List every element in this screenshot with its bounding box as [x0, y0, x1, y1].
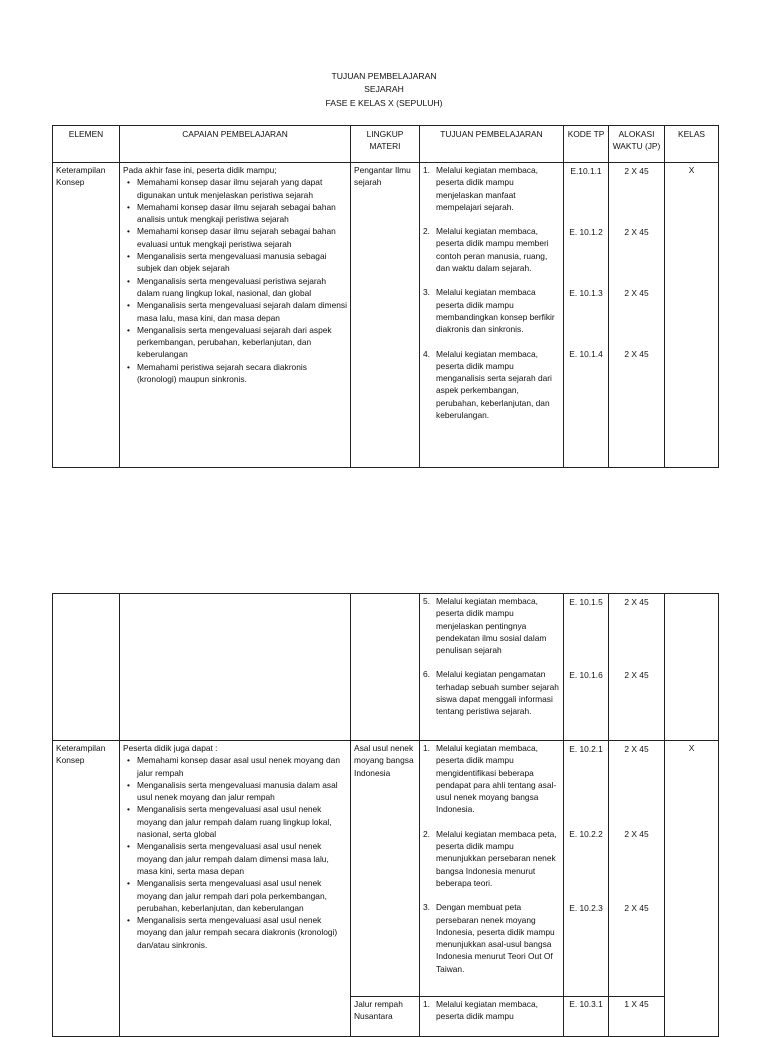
capaian-item: • Memahami konsep dasar ilmu sejarah sebagai bahan evaluasi untuk mengkaji peristiwa sejarah — [137, 225, 347, 250]
kode-cell — [564, 594, 609, 741]
alokasi-cell — [609, 594, 665, 741]
title-line-2: SEJARAH — [364, 84, 404, 95]
tujuan-list — [423, 595, 560, 718]
kode-value: E. 10.2.3 — [569, 902, 603, 913]
capaian-item: • Memahami peristiwa sejarah secara diakronis (kronologi) maupun sinkronis. — [137, 361, 347, 386]
capaian-cell — [120, 163, 351, 468]
kelas-cell: X — [665, 163, 719, 468]
tujuan-cell — [420, 997, 564, 1037]
elemen-cell: Keterampilan Konsep — [53, 163, 120, 468]
tujuan-list — [423, 742, 560, 975]
tujuan-text: Melalui kegiatan membaca, peserta didik mampu mengidentifikasi beberapa pendapat para ahli tentang asal-usul nenek moyang bangsa Indonesia. — [436, 743, 557, 815]
kode-cell — [564, 741, 609, 997]
tujuan-text: Melalui kegiatan membaca peta, peserta didik mampu menunjukkan persebaran nenek bangsa Indonesia menurut beberapa teori. — [436, 828, 557, 888]
kelas-cell-empty — [665, 594, 719, 741]
table-row — [53, 594, 719, 741]
kode-value: E. 10.1.4 — [569, 349, 603, 360]
col-header-tujuan: TUJUAN PEMBELAJARAN — [420, 126, 564, 163]
tujuan-number: 6. — [423, 669, 430, 680]
col-header-elemen: ELEMEN — [53, 126, 120, 163]
col-header-capaian: CAPAIAN PEMBELAJARAN — [120, 126, 351, 163]
tujuan-list — [423, 164, 560, 421]
alokasi-cell — [609, 741, 665, 997]
elemen-cell: Keterampilan Konsep — [53, 741, 120, 1037]
tujuan-number: 1. — [423, 165, 430, 175]
kode-value: E. 10.1.5 — [569, 596, 603, 607]
tujuan-text: Melalui kegiatan membaca, peserta didik mampu memberi contoh peran manusia, ruang, dan waktu dalam sejarah. — [436, 226, 549, 274]
capaian-item: • Menganalisis serta mengevaluasi manusia sebagai subjek dan objek sejarah — [137, 250, 347, 275]
tujuan-cell — [420, 594, 564, 741]
tujuan-text: Melalui kegiatan membaca, peserta didik mampu — [436, 999, 538, 1022]
title-line-3: FASE E KELAS X (SEPULUH) — [325, 97, 443, 108]
tujuan-cell — [420, 741, 564, 997]
elemen-cell-empty — [53, 594, 120, 741]
tujuan-item — [423, 998, 560, 1023]
tujuan-text: Melalui kegiatan membaca, peserta didik mampu menganalisis serta sejarah dari aspek perkembangan, perubahan, keberlanjutan, dan keberulangan. — [436, 348, 552, 421]
document-title — [0, 70, 768, 110]
alokasi-value: 2 X 45 — [624, 743, 649, 754]
capaian-item: • Menganalisis serta mengevaluasi sejarah dari aspek perkembangan, perubahan, keberlanjutan, dan keberulangan — [137, 324, 347, 361]
tujuan-item — [423, 286, 560, 335]
kode-value: E. 10.1.3 — [569, 287, 603, 298]
tujuan-number: 3. — [423, 902, 430, 913]
tujuan-cell — [420, 163, 564, 468]
alokasi-value: 2 X 45 — [624, 165, 649, 176]
capaian-cell-empty — [120, 594, 351, 741]
capaian-item: • Menganalisis serta mengevaluasi peristiwa sejarah dalam ruang lingkup lokal, nasional, dan global — [137, 275, 347, 300]
capaian-intro: Peserta didik juga dapat : — [123, 743, 218, 753]
lingkup-cell-empty — [351, 594, 420, 741]
capaian-item: • Menganalisis serta mengevaluasi asal usul nenek moyang dan jalur rempah dari pola perkembangan, perubahan, keberlanjutan, dan keberulangan — [137, 877, 347, 914]
capaian-item: • Menganalisis serta mengevaluasi asal usul nenek moyang dan jalur rempah secara diakronis (kronologi) dan/atau sinkronis. — [137, 914, 347, 951]
tujuan-text: Melalui kegiatan membaca peserta didik mampu membandingkan konsep berfikir diakronis dan sinkronis. — [436, 287, 555, 335]
alokasi-value: 2 X 45 — [624, 669, 649, 680]
tujuan-text: Melalui kegiatan pengamatan terhadap sebuah sumber sejarah siswa dapat menggali informasi tentang peristiwa sejarah. — [436, 669, 559, 717]
kelas-cell: X — [665, 741, 719, 1037]
kode-value: E. 10.1.2 — [569, 226, 603, 237]
objectives-table-2 — [52, 593, 719, 1037]
capaian-list — [123, 176, 347, 385]
capaian-intro: Pada akhir fase ini, peserta didik mampu; — [123, 165, 277, 175]
capaian-list — [123, 754, 347, 951]
kode-value: E. 10.1.6 — [569, 669, 603, 680]
capaian-item: • Menganalisis serta mengevaluasi manusia dalam asal usul nenek moyang dan jalur rempah — [137, 779, 347, 804]
alokasi-value: 2 X 45 — [624, 349, 649, 360]
tujuan-number: 2. — [423, 828, 430, 839]
table-header-row — [53, 126, 719, 163]
alokasi-value: 2 X 45 — [624, 902, 649, 913]
tujuan-number: 3. — [423, 287, 430, 298]
table-row — [53, 741, 719, 997]
alokasi-value: 1 X 45 — [609, 997, 665, 1037]
alokasi-cell — [609, 163, 665, 468]
lingkup-cell: Asal usul nenek moyang bangsa Indonesia — [351, 741, 420, 997]
capaian-item: • Menganalisis serta mengevaluasi asal usul nenek moyang dan jalur rempah dalam dimensi masa lalu, masa kini, serta masa depan — [137, 840, 347, 877]
title-line-1: TUJUAN PEMBELAJARAN — [331, 71, 437, 81]
col-header-kelas: KELAS — [665, 126, 719, 163]
col-header-kode: KODE TP — [564, 126, 609, 163]
lingkup-cell: Pengantar Ilmu sejarah — [351, 163, 420, 468]
kode-value: E. 10.2.1 — [569, 743, 603, 754]
tujuan-number: 1. — [423, 999, 430, 1009]
capaian-item: • Memahami konsep dasar ilmu sejarah sebagai bahan analisis untuk mengkaji peristiwa sejarah — [137, 201, 347, 226]
tujuan-number: 2. — [423, 226, 430, 237]
alokasi-value: 2 X 45 — [624, 226, 649, 237]
kode-value: E.10.1.1 — [570, 165, 602, 176]
kode-value: E. 10.2.2 — [569, 829, 603, 840]
alokasi-value: 2 X 45 — [624, 287, 649, 298]
tujuan-item — [423, 164, 560, 213]
alokasi-value: 2 X 45 — [624, 829, 649, 840]
kode-cell — [564, 163, 609, 468]
tujuan-item — [423, 595, 560, 656]
tujuan-number: 4. — [423, 348, 430, 359]
alokasi-value: 2 X 45 — [624, 596, 649, 607]
tujuan-item — [423, 225, 560, 274]
capaian-cell — [120, 741, 351, 1037]
capaian-item: • Menganalisis serta mengevaluasi asal usul nenek moyang dan jalur rempah dalam ruang lingkup lokal, nasional, serta global — [137, 803, 347, 840]
capaian-item: • Menganalisis serta mengevaluasi sejarah dalam dimensi masa lalu, masa kini, dan masa depan — [137, 299, 347, 324]
tujuan-number: 1. — [423, 743, 430, 753]
col-header-alokasi: ALOKASI WAKTU (JP) — [609, 126, 665, 163]
tujuan-item — [423, 668, 560, 717]
tujuan-item — [423, 828, 560, 889]
objectives-table-1 — [52, 125, 719, 468]
col-header-lingkup: LINGKUP MATERI — [351, 126, 420, 163]
tujuan-item — [423, 901, 560, 975]
capaian-item: • Memahami konsep dasar ilmu sejarah yang dapat digunakan untuk menjelaskan peristiwa sejarah — [137, 176, 347, 201]
lingkup-cell: Jalur rempah Nusantara — [351, 997, 420, 1037]
kode-value: E. 10.3.1 — [564, 997, 609, 1037]
tujuan-text: Melalui kegiatan membaca, peserta didik mampu menjelaskan pentingnya pendekatan ilmu sosial dalam penulisan sejarah — [436, 596, 547, 656]
capaian-item: • Memahami konsep dasar asal usul nenek moyang dan jalur rempah — [137, 754, 347, 779]
table-row — [53, 163, 719, 468]
tujuan-item — [423, 742, 560, 816]
tujuan-text: Melalui kegiatan membaca, peserta didik mampu menjelaskan manfaat mempelajari sejarah. — [436, 165, 538, 212]
tujuan-item — [423, 348, 560, 422]
tujuan-text: Dengan membuat peta persebaran nenek moyang Indonesia, peserta didik mampu menunjukkan asal-usul bangsa Indonesia menurut Teori Out Of Taiwan. — [436, 902, 555, 974]
tujuan-number: 5. — [423, 596, 430, 606]
